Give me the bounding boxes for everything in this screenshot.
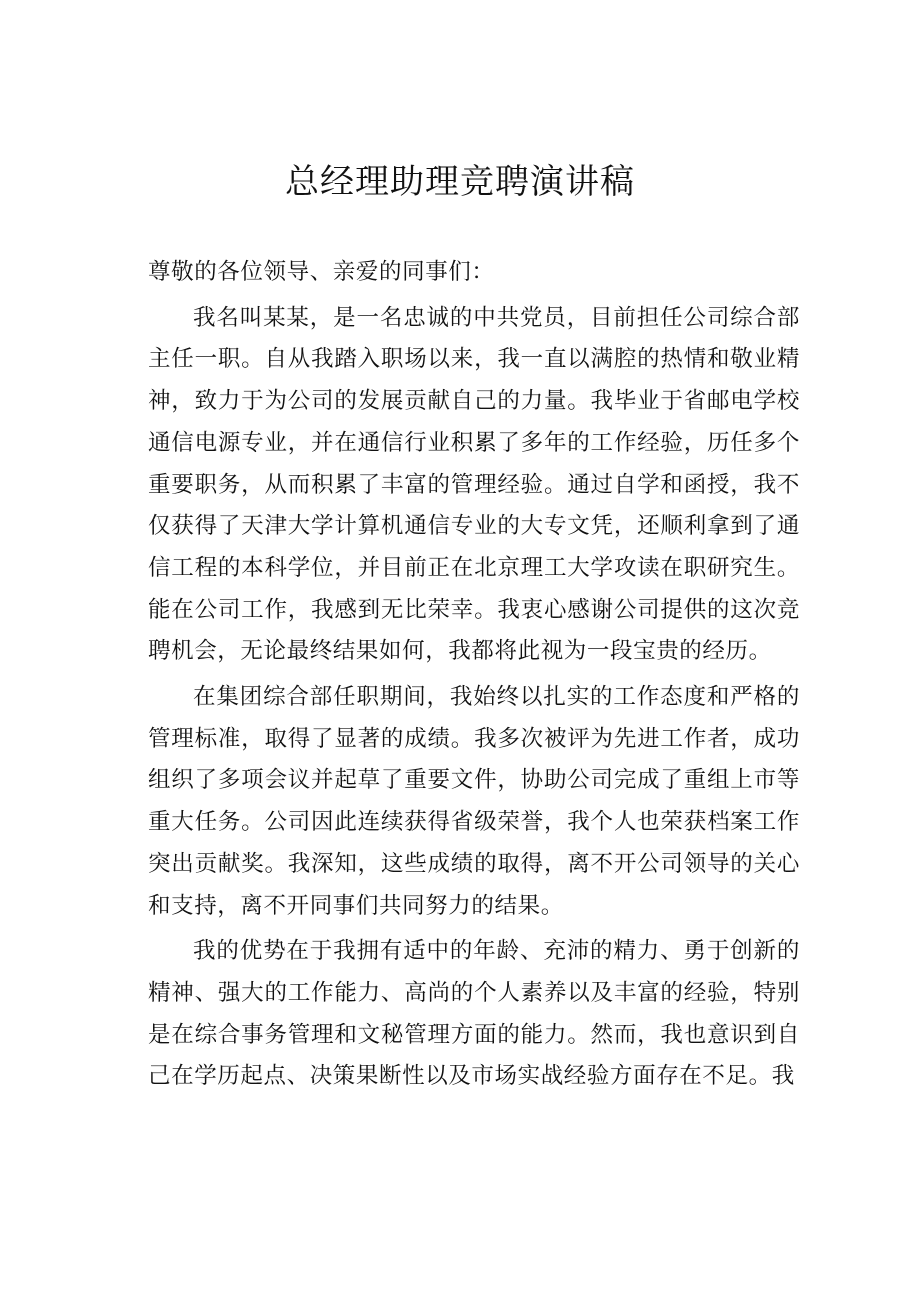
document-body <box>148 252 800 1102</box>
salutation: 尊敬的各位领导、亲爱的同事们： <box>148 259 495 285</box>
paragraph-introduction: 我名叫某某，是一名忠诚的中共党员，目前担任公司综合部主任一职。自从我踏入职场以来，我一直以满腔的热情和敬业精神，致力于为公司的发展贡献自己的力量。我毕业于省邮电学校通信电源专业，并在通信行业积累了多年的工作经验，历任多个重要职务，从而积累了丰富的管理经验。通过自学和函授，我不仅获得了天津大学计算机通信专业的大专文凭，还顺利拿到了通信工程的本科学位，并目前正在北京理工大学攻读在职研究生。能在公司工作，我感到无比荣幸。我衷心感谢公司提供的这次竞聘机会，无论最终结果如何，我都将此视为一段宝贵的经历。 <box>148 304 800 665</box>
paragraph-achievements: 在集团综合部任职期间，我始终以扎实的工作态度和严格的管理标准，取得了显著的成绩。我多次被评为先进工作者，成功组织了多项会议并起草了重要文件，协助公司完成了重组上市等重大任务。公司因此连续获得省级荣誉，我个人也荣获档案工作突出贡献奖。我深知，这些成绩的取得，离不开公司领导的关心和支持，离不开同事们共同努力的结果。 <box>148 684 800 919</box>
paragraph-strengths: 我的优势在于我拥有适中的年龄、充沛的精力、勇于创新的精神、强大的工作能力、高尚的个人素养以及丰富的经验，特别是在综合事务管理和文秘管理方面的能力。然而，我也意识到自己在学历起点、决策果断性以及市场实战经验方面存在不足。我 <box>148 938 800 1090</box>
document-title: 总经理助理竞聘演讲稿 <box>285 162 635 202</box>
